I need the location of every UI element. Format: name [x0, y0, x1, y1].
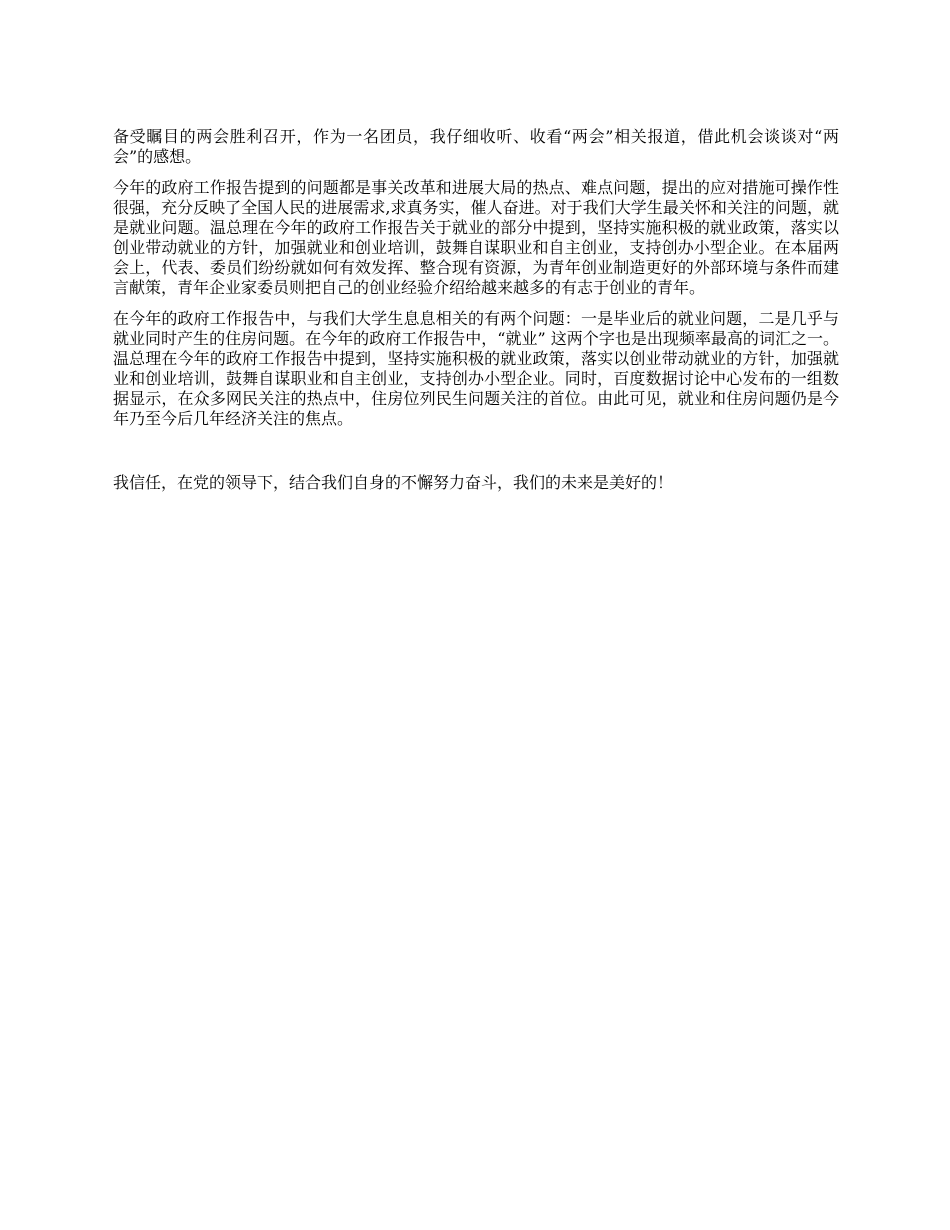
- paragraph-employment-housing: 在今年的政府工作报告中，与我们大学生息息相关的有两个问题：一是毕业后的就业问题，二是几乎与就业同时产生的住房问题。在今年的政府工作报告中，“就业” 这两个字也是出现频率最高的词汇之一。温总理在今年的政府工作报告中提到，坚持实施积极的就业政策，落实以创业带动就业的方针，加强就业和创业培训，鼓舞自谋职业和自主创业，支持创办小型企业。同时，百度数据讨论中心发布的一组数据显示，在众多网民关注的热点中，住房位列民生问题关注的首位。由此可见，就业和住房问题仍是今年乃至今后几年经济关注的焦点。: [113, 309, 839, 428]
- paragraph-intro: 备受瞩目的两会胜利召开，作为一名团员，我仔细收听、收看“两会”相关报道，借此机会谈谈对“两会”的感想。: [113, 127, 839, 166]
- document-body: [113, 127, 839, 504]
- paragraph-conclusion: 我信任，在党的领导下，结合我们自身的不懈努力奋斗，我们的未来是美好的！: [113, 473, 674, 492]
- paragraph-spacer: [113, 440, 839, 473]
- paragraph-government-report: 今年的政府工作报告提到的问题都是事关改革和进展大局的热点、难点问题，提出的应对措施可操作性很强，充分反映了全国人民的进展需求,求真务实，催人奋进。对于我们大学生最关怀和关注的问题，就是就业问题。温总理在今年的政府工作报告关于就业的部分中提到，坚持实施积极的就业政策，落实以创业带动就业的方针，加强就业和创业培训，鼓舞自谋职业和自主创业，支持创办小型企业。在本届两会上，代表、委员们纷纷就如何有效发挥、整合现有资源，为青年创业制造更好的外部环境与条件而建言献策，青年企业家委员则把自己的创业经验介绍给越来越多的有志于创业的青年。: [113, 178, 839, 297]
